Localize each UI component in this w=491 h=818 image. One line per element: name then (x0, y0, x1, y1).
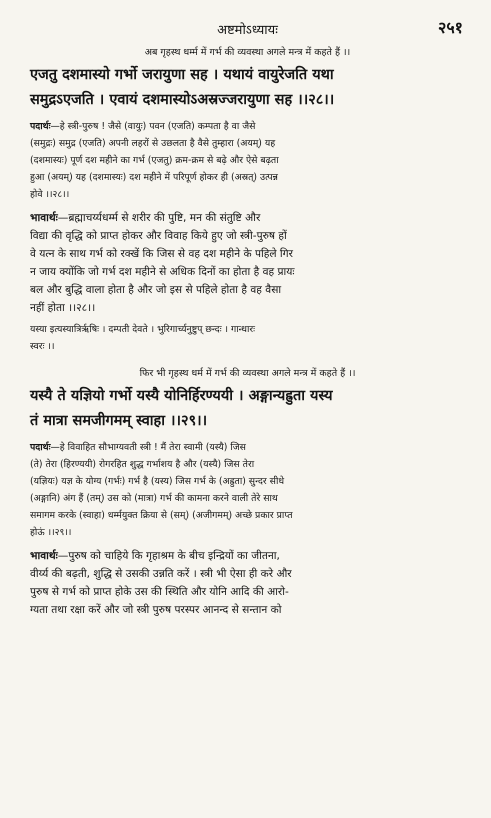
para-line: (यज्ञियः) यज्ञ के योग्य (गर्भः) गर्भ है (यस्य) जिस गर्भ के (अह्रुता) सुन्दर सीधे (30, 476, 285, 487)
page-header (30, 0, 465, 44)
para-line: पुरुष से गर्भ को प्राप्त होके उस की स्थिति और योनि आदि की आरो- (30, 586, 289, 598)
para-line: वीर्य्य की बढ़ती, शुद्धि से उसकी उन्नति करें । स्त्री भी ऐसा ही करे और (30, 568, 292, 580)
page-number: २५१ (438, 18, 463, 37)
para-line: नहीं होता ।।२८।। (30, 302, 96, 314)
para-line: न जाय क्योंकि जो गर्भ दश महीने से अधिक दिनों का होता है वह प्रायः (30, 266, 295, 278)
verse-intro: अब गृहस्थ धर्म्म में गर्भ की व्यवस्था अगले मन्त्र में कहते हैं ।। (144, 47, 351, 58)
padartha-paragraph (30, 439, 465, 541)
para-line: हुआ (अयम्) यह (दशमास्यः) दश महीने में परिपूर्ण होकर ही (अस्रत्) उत्पन्न (30, 172, 278, 183)
para-line: बल और बुद्धि वाला होता है और जो इस से पहिले होता है वह वैसा (30, 284, 282, 296)
para-line: (समुद्रः) समुद्र (एजति) अपनी लहरों से उछलता है वैसे तुम्हारा (अयम्) यह (30, 138, 276, 149)
mantra-text (30, 62, 465, 112)
meta-line: स्वरः ।। (30, 341, 55, 352)
para-line: पदार्थः—हे विवाहित सौभाग्यवती स्त्री ! मैं तेरा स्वामी (यस्यै) जिस (30, 442, 246, 453)
mantra-line: एजतु दशमास्यो गर्भो जरायुणा सह । यथायं वायुरेजति यथा (30, 66, 334, 83)
para-line: पदार्थः—हे स्त्री-पुरुष ! जैसे (वायुः) पवन (एजति) कम्पता है वा जैसे (30, 121, 256, 132)
rishi-devata-note (30, 321, 465, 355)
padartha-label: पदार्थः (30, 442, 51, 453)
meta-line: यस्या इत्यस्यात्रिर्ऋषिः । दम्पती देवते । भुरिगार्च्यनुष्टुप् छन्दः । गान्धारः (30, 324, 256, 335)
verse-intro: फिर भी गृहस्थ धर्म में गर्भ की व्यवस्था अगले मन्त्र में कहते हैं ।। (139, 368, 356, 379)
mantra-line: तं मात्रा समजीगमम् स्वाहा ।।२९।। (30, 412, 208, 429)
para-line: (अङ्गानि) अंग हैं (तम्) उस को (मात्रा) गर्भ की कामना करने वाली तेरे साथ (30, 493, 278, 504)
para-line: होऊं ।।२९।। (30, 527, 72, 538)
padartha-paragraph (30, 118, 465, 203)
para-line: होवे ।।२८।। (30, 189, 70, 200)
bhavartha-paragraph (30, 209, 465, 317)
para-line: विद्या की वृद्धि को प्राप्त होकर और विवाह किये हुए जो स्त्री-पुरुष हों (30, 230, 287, 242)
para-line: (ते) तेरा (हिरण्ययी) रोगरहित शुद्ध गर्भाशय है और (यस्यै) जिस तेरा (30, 459, 255, 470)
para-line: समागम करके (स्वाहा) धर्म्मयुक्त क्रिया से (सम्) (अजीगमम्) अच्छे प्रकार प्राप्त (30, 510, 293, 521)
bhavartha-label: भावार्थः (30, 550, 58, 562)
padartha-label: पदार्थः (30, 121, 51, 132)
running-title: अष्टमोऽध्यायः (217, 23, 278, 38)
para-line: वे यत्न के साथ गर्भ को रक्खें कि जिस से वह दश महीने के पहिले गिर (30, 248, 293, 260)
mantra-line: यस्यै ते यज्ञियो गर्भो यस्यै योनिर्हिरण्ययी । अङ्गान्यह्रुता यस्य (30, 387, 333, 404)
para-line: ग्यता तथा रक्षा करें और जो स्त्री पुरुष परस्पर आनन्द से सन्तान को (30, 604, 282, 616)
mantra-text (30, 383, 465, 433)
verse-29-section (30, 367, 465, 619)
mantra-line: समुद्रऽएजति । एवायं दशमास्योऽअस्रज्जरायुणा सह ।।२८।। (30, 91, 335, 108)
bhavartha-paragraph (30, 547, 465, 619)
para-line: भावार्थः—ब्रह्माचर्य्यधर्म्म से शरीर की पुष्टि, मन की संतुष्टि और (30, 212, 261, 224)
verse-28-section (30, 46, 465, 355)
para-line: भावार्थः—पुरुष को चाहिये कि गृहाश्रम के बीच इन्द्रियों का जीतना, (30, 550, 280, 562)
para-line: (दशमास्यः) पूर्ण दश महीने का गर्भ (एजतु) क्रम-क्रम से बढ़े और ऐसे बढ़ता (30, 155, 279, 166)
bhavartha-label: भावार्थः (30, 212, 58, 224)
section-gap (30, 355, 465, 365)
